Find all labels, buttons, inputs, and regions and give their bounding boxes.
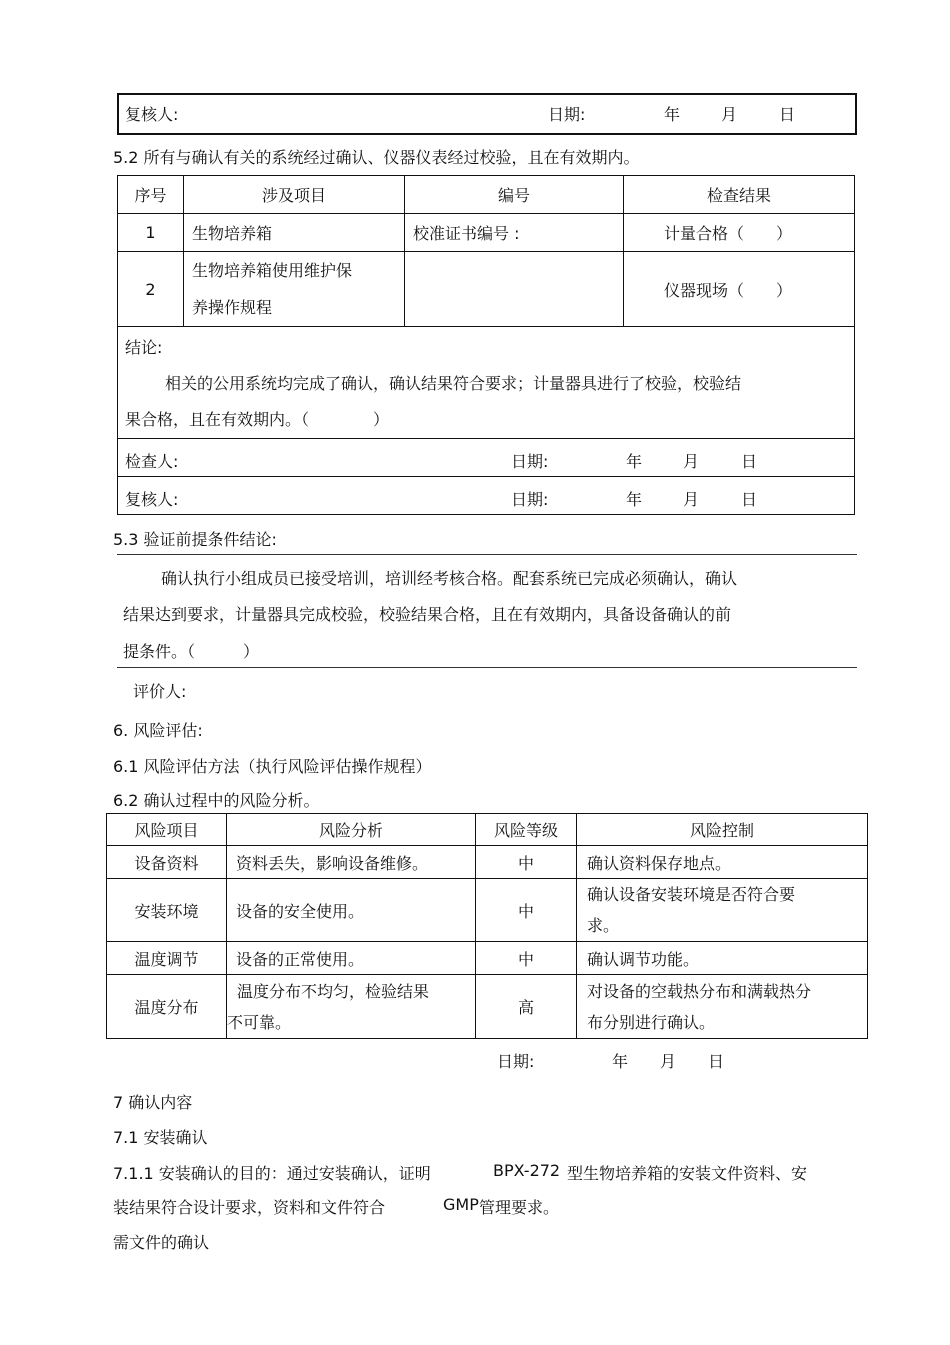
top-date-label: 日期: [548, 105, 586, 124]
header-risk-item: 风险项目 [107, 814, 227, 846]
reviewer-label: 复核人: [125, 490, 179, 509]
section-6-2-heading: 6.2 确认过程中的风险分析。 [113, 791, 320, 810]
risk-control-line: 确认设备安装环境是否符合要 [587, 885, 796, 904]
risk-analysis [227, 975, 476, 1039]
header-risk-analysis: 风险分析 [227, 814, 476, 846]
conclusion-text-line: 果合格，且在有效期内。（ ） [125, 410, 390, 429]
section-7-1-1-text: 7.1.1 安装确认的目的：通过安装确认，证明 [113, 1164, 431, 1183]
top-review-box [117, 93, 857, 135]
reviewer-date-label: 日期: [511, 490, 549, 509]
risk-analysis-line: 温度分布不均匀，检验结果 [237, 981, 430, 1001]
reviewer-row [118, 477, 855, 515]
table-row [118, 252, 855, 327]
header-no: 序号 [118, 176, 184, 214]
top-year: 年 [664, 105, 681, 124]
section-7-heading: 7 确认内容 [113, 1093, 193, 1112]
risk-control: 确认资料保存地点。 [577, 846, 868, 879]
risk-analysis: 资料丢失，影响设备维修。 [227, 846, 476, 879]
checker-row [118, 439, 855, 477]
checker-day: 日 [741, 452, 758, 471]
row-item: 生物培养箱 [184, 214, 405, 252]
risk-month: 月 [660, 1052, 677, 1071]
row-item-line: 生物培养箱使用维护保 [192, 261, 353, 280]
table-row [118, 214, 855, 252]
risk-day: 日 [708, 1052, 725, 1071]
checker-month: 月 [683, 452, 700, 471]
checker-cell [118, 439, 855, 477]
risk-level: 中 [476, 846, 577, 879]
section-5-3-line: 确认执行小组成员已接受培训，培训经考核合格。配套系统已完成必须确认，确认 [161, 569, 738, 588]
checker-date-label: 日期: [511, 452, 549, 471]
checker-label: 检查人: [125, 452, 179, 471]
risk-level: 中 [476, 942, 577, 975]
gmp-text: GMP [443, 1195, 479, 1214]
row-result: 仪器现场（ ） [624, 252, 855, 327]
header-item: 涉及项目 [184, 176, 405, 214]
model-number: BPX-272 [493, 1161, 561, 1180]
table-row [107, 975, 868, 1039]
section-7-1-1-text: 管理要求。 [479, 1198, 560, 1217]
docs-confirmation-text: 需文件的确认 [113, 1233, 210, 1252]
section-5-3-heading: 5.3 验证前提条件结论: [113, 530, 277, 549]
risk-control-line: 布分别进行确认。 [587, 1012, 716, 1032]
section-7-1-1-text: 装结果符合设计要求，资料和文件符合 [113, 1198, 386, 1217]
reviewer-cell [118, 477, 855, 515]
conclusion-label: 结论: [125, 338, 163, 357]
risk-analysis: 设备的安全使用。 [227, 879, 476, 942]
section-6-1-heading: 6.1 风险评估方法（执行风险评估操作规程） [113, 757, 432, 776]
risk-level: 中 [476, 879, 577, 942]
risk-year: 年 [612, 1052, 629, 1071]
table-header-row [107, 814, 868, 846]
risk-control [577, 975, 868, 1039]
header-risk-level: 风险等级 [476, 814, 577, 846]
risk-analysis-table [106, 813, 868, 1039]
evaluator-label: 评价人: [133, 682, 187, 701]
table-row [107, 879, 868, 942]
risk-item: 温度分布 [107, 975, 227, 1039]
risk-date-label: 日期: [497, 1052, 535, 1071]
row-result: 计量合格（ ） [624, 214, 855, 252]
top-day: 日 [779, 105, 796, 124]
conclusion-row [118, 327, 855, 439]
row-item [184, 252, 405, 327]
divider [117, 554, 857, 555]
risk-control-line: 求。 [587, 916, 620, 935]
risk-level: 高 [476, 975, 577, 1039]
reviewer-month: 月 [683, 490, 700, 509]
risk-item: 温度调节 [107, 942, 227, 975]
conclusion-cell [118, 327, 855, 439]
checker-year: 年 [626, 452, 643, 471]
section-5-2-heading: 5.2 所有与确认有关的系统经过确认、仪器仪表经过校验，且在有效期内。 [113, 148, 640, 167]
risk-analysis-line: 不可靠。 [227, 1012, 292, 1032]
section-5-3-line: 提条件。（ ） [123, 642, 260, 661]
system-check-table [117, 175, 855, 515]
top-reviewer-label: 复核人: [125, 105, 179, 124]
reviewer-year: 年 [626, 490, 643, 509]
section-7-1-heading: 7.1 安装确认 [113, 1128, 208, 1147]
section-7-1-1-text: 型生物培养箱的安装文件资料、安 [567, 1164, 808, 1183]
header-code: 编号 [405, 176, 624, 214]
row-no: 2 [118, 252, 184, 327]
risk-control: 确认调节功能。 [577, 942, 868, 975]
section-5-3-line: 结果达到要求，计量器具完成校验，校验结果合格，且在有效期内，具备设备确认的前 [123, 605, 732, 624]
risk-item: 安装环境 [107, 879, 227, 942]
header-result: 检查结果 [624, 176, 855, 214]
header-risk-control: 风险控制 [577, 814, 868, 846]
reviewer-day: 日 [741, 490, 758, 509]
table-header-row [118, 176, 855, 214]
section-6-heading: 6. 风险评估: [113, 721, 203, 740]
risk-item: 设备资料 [107, 846, 227, 879]
row-code: 校准证书编号 : [405, 214, 624, 252]
risk-analysis: 设备的正常使用。 [227, 942, 476, 975]
table-row [107, 846, 868, 879]
row-no: 1 [118, 214, 184, 252]
table-row [107, 942, 868, 975]
risk-control [577, 879, 868, 942]
row-code [405, 252, 624, 327]
conclusion-text-line: 相关的公用系统均完成了确认，确认结果符合要求；计量器具进行了校验，校验结 [165, 374, 742, 393]
risk-control-line: 对设备的空载热分布和满载热分 [587, 981, 812, 1001]
top-month: 月 [721, 105, 738, 124]
row-item-line: 养操作规程 [192, 298, 273, 317]
divider [117, 667, 857, 668]
